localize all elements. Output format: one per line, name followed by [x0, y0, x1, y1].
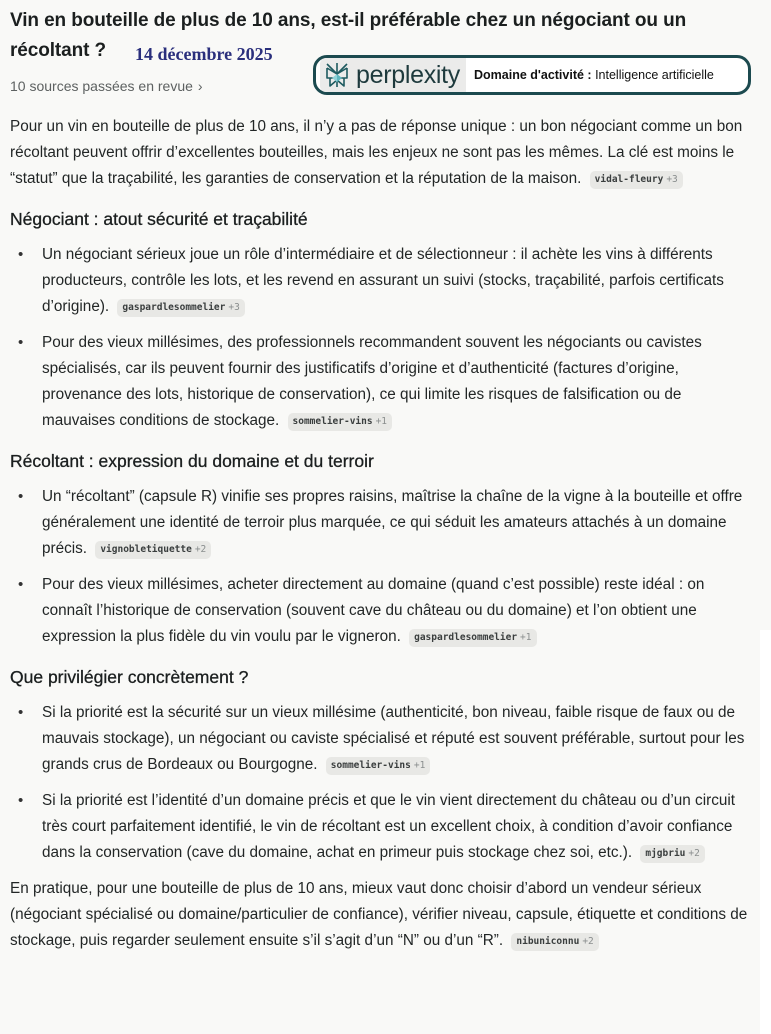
citation-source: vidal-fleury: [594, 174, 664, 185]
section-heading-que-privilegier: Que privilégier concrètement ?: [10, 667, 249, 687]
chevron-right-icon: ›: [197, 78, 203, 94]
answer-content: [10, 114, 755, 966]
citation-more: +1: [413, 760, 426, 771]
citation-source: gaspardlesommelier: [414, 632, 518, 643]
bullet-icon: •: [18, 704, 24, 721]
citation-source: sommelier-vins: [330, 760, 411, 771]
sources-reviewed-label: 10 sources passées en revue: [10, 78, 193, 94]
citation-more: +2: [582, 936, 594, 947]
list-item: [10, 700, 755, 778]
list-item-text: Pour des vieux millésimes, des professionnels recommandent souvent les négociants ou cavistes spécialisés, car ils peuvent fournir des justificatifs d’origine et d’authenticité (factures d’origine, provenance des lots, historique de conservation), ce qui limite les risques de falsification ou de mauvaises conditions de stockage.: [42, 334, 702, 429]
section-list-que-privilegier: [10, 700, 755, 866]
perplexity-logo-icon: [324, 61, 350, 89]
section-heading-recoltant: Récoltant : expression du domaine et du terroir: [10, 451, 374, 471]
citation-more: +3: [666, 174, 678, 185]
brand-domain-label: Domaine d'activité :: [474, 68, 592, 82]
list-item-text: Pour des vieux millésimes, acheter directement au domaine (quand c’est possible) reste idéal : on connaît l’historique de conservation (souvent cave du château ou du domaine) et l’on obtient une expression la plus fidèle du vin voulu par le vigneron.: [42, 576, 705, 645]
brand-domain-value: Intelligence artificielle: [595, 68, 714, 82]
citation-source: vignobletiquette: [100, 544, 192, 555]
citation-more: +1: [375, 416, 388, 427]
citation-more: +3: [228, 302, 240, 313]
brand-name: perplexity: [356, 60, 460, 89]
date-stamp: 14 décembre 2025: [135, 44, 273, 64]
page-title: Vin en bouteille de plus de 10 ans, est-il préférable chez un négociant ou un récoltant ?: [10, 10, 687, 61]
list-item: [10, 572, 755, 650]
list-item-text: Un négociant sérieux joue un rôle d’intermédiaire et de sélectionneur : il achète les vins à différents producteurs, contrôle les lots, et les revend en assurant un suivi (stocks, traçabilité, parfois certificats d’origine).: [42, 246, 724, 315]
list-item-text: Un “récoltant” (capsule R) vinifie ses propres raisins, maîtrise la chaîne de la vigne à la bouteille et offre généralement une identité de terroir plus marquée, ce qui séduit les amateurs attachés à un domaine précis.: [42, 488, 743, 557]
bullet-icon: •: [18, 334, 24, 351]
citation-source: gaspardlesommelier: [122, 302, 226, 313]
citation-source: nibuniconnu: [516, 936, 580, 947]
list-item: [10, 788, 755, 866]
bullet-icon: •: [18, 246, 24, 263]
citation-chip[interactable]: [640, 845, 705, 863]
citation-chip[interactable]: [117, 299, 244, 317]
bullet-icon: •: [18, 488, 24, 505]
bullet-icon: •: [18, 576, 24, 593]
intro-text: Pour un vin en bouteille de plus de 10 ans, il n’y a pas de réponse unique : un bon négociant comme un bon récoltant peuvent offrir d’excellentes bouteilles, mais les enjeux ne sont pas les mêmes. La clé est moins le “statut” que la traçabilité, les garanties de conservation et la réputation de la maison.: [10, 118, 743, 187]
citation-chip[interactable]: [590, 171, 683, 189]
citation-more: +2: [688, 848, 700, 859]
citation-more: +2: [194, 544, 207, 555]
sources-reviewed-link[interactable]: [10, 78, 203, 94]
brand-logo: [320, 58, 466, 92]
section-heading-negociant: Négociant : atout sécurité et traçabilité: [10, 209, 308, 229]
bullet-icon: •: [18, 792, 24, 809]
list-item: [10, 484, 755, 562]
citation-source: sommelier-vins: [292, 416, 373, 427]
citation-chip[interactable]: [288, 413, 393, 431]
citation-source: mjgbriu: [645, 848, 686, 859]
citation-chip[interactable]: [409, 629, 536, 647]
list-item-text: Si la priorité est la sécurité sur un vieux millésime (authenticité, bon niveau, faible risque de faux ou de mauvais stockage), un négociant ou caviste spécialisé et réputé est souvent préférable, surtout pour les grands crus de Bordeaux ou Bourgogne.: [42, 704, 745, 773]
citation-more: +1: [520, 632, 532, 643]
list-item-text: Si la priorité est l’identité d’un domaine précis et que le vin vient directement du château ou d’un circuit très court parfaitement identifié, le vin de récoltant est un excellent choix, à condition d’avoir confiance dans la conservation (cave du domaine, achat en primeur puis stockage chez soi, etc.).: [42, 792, 735, 861]
intro-paragraph: [10, 114, 755, 192]
page-background-extension: [760, 0, 771, 630]
section-list-recoltant: [10, 484, 755, 650]
citation-chip[interactable]: [326, 757, 431, 775]
list-item: [10, 242, 755, 320]
citation-chip[interactable]: [511, 933, 598, 951]
list-item: [10, 330, 755, 434]
citation-chip[interactable]: [95, 541, 211, 559]
brand-banner: [313, 55, 751, 95]
conclusion-paragraph: [10, 876, 755, 954]
section-list-negociant: [10, 242, 755, 434]
brand-domain: [474, 68, 714, 82]
conclusion-text: En pratique, pour une bouteille de plus de 10 ans, mieux vaut donc choisir d’abord un vendeur sérieux (négociant spécialisé ou domaine/particulier de confiance), vérifier niveau, capsule, étiquette et conditions de stockage, puis regarder seulement ensuite s’il s’agit d’un “N” ou d’un “R”.: [10, 880, 748, 949]
